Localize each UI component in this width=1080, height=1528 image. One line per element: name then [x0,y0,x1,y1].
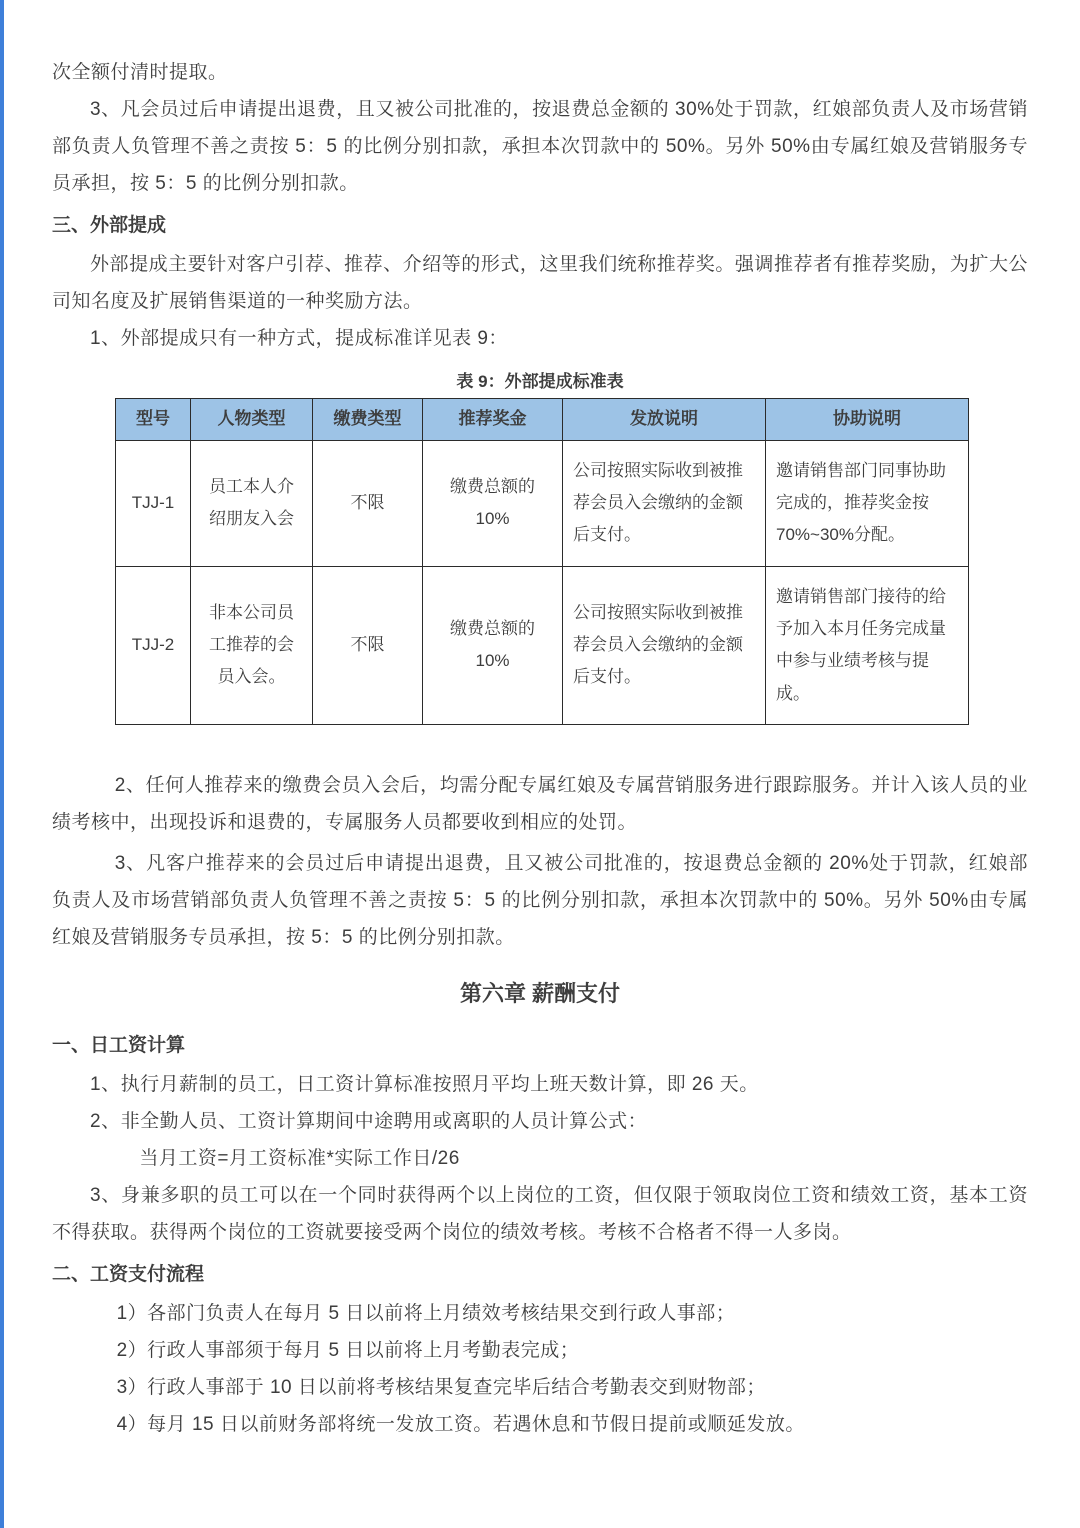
payment-step: 1）各部门负责人在每月 5 日以前将上月绩效考核结果交到行政人事部； [116,1302,736,1324]
chapter-title-salary-payment: 第六章 薪酬支付 [459,980,621,1006]
cell-person-type: 员工本人介绍朋友入会 [191,440,313,566]
refund-penalty-paragraph: 3、凡会员过后申请提出退费，且又被公司批准的，按退费总金额的 30%处于罚款，红娘部负责人及市场营销部负责人负管理不善之责按 5：5 的比例分别扣款，承担本次罚款中的 50%。另外 50%由专属红娘及营销服务专员承担，按 5：5 的比例分别扣款。 [52,99,1028,195]
page-edge-line [0,0,4,1528]
table-header-fee-type: 缴费类型 [313,399,423,440]
cell-payment-note: 公司按照实际收到被推荐会员入会缴纳的金额后支付。 [563,440,766,566]
external-commission-item-3: 3、凡客户推荐来的会员过后申请提出退费，且又被公司批准的，按退费总金额的 20%处于罚款，红娘部负责人及市场营销部负责人负管理不善之责按 5：5 的比例分别扣款，承担本次罚款中的 50%。另外 50%由专属红娘及营销服务专员承担，按 5：5 的比例分别扣款。 [52,852,1028,948]
monthly-wage-formula: 当月工资=月工资标准*实际工作日/26 [139,1147,460,1169]
table-header-row [116,399,969,440]
cell-fee-type: 不限 [313,440,423,566]
cell-bonus: 缴费总额的10% [423,440,563,566]
cell-model: TJJ-1 [116,440,191,566]
payment-process-steps [52,1295,1028,1443]
external-commission-table [115,398,969,724]
cell-assist-note: 邀请销售部门接待的给予加入本月任务完成量中参与业绩考核与提成。 [766,566,969,724]
payment-step: 3）行政人事部于 10 日以前将考核结果复查完毕后结合考勤表交到财物部； [116,1377,766,1399]
carryover-paragraph: 次全额付清时提取。 [52,62,228,83]
section-heading-daily-wage: 一、日工资计算 [52,1034,186,1056]
table-header-bonus: 推荐奖金 [423,399,563,440]
external-commission-intro: 外部提成主要针对客户引荐、推荐、介绍等的形式，这里我们统称推荐奖。强调推荐者有推荐奖励，为扩大公司知名度及扩展销售渠道的一种奖励方法。 [52,254,1028,313]
external-commission-item-1: 1、外部提成只有一种方式，提成标准详见表 9： [90,328,508,350]
cell-person-type: 非本公司员工推荐的会员入会。 [191,566,313,724]
table-row [116,566,969,724]
section-heading-external-commission: 三、外部提成 [52,215,167,237]
payment-step: 4）每月 15 日以前财务部将统一发放工资。若遇休息和节假日提前或顺延发放。 [116,1414,805,1436]
cell-bonus: 缴费总额的10% [423,566,563,724]
daily-wage-item-3: 3、身兼多职的员工可以在一个同时获得两个以上岗位的工资，但仅限于领取岗位工资和绩效工资，基本工资不得获取。获得两个岗位的工资就要接受两个岗位的绩效考核。考核不合格者不得一人多岗。 [52,1184,1028,1243]
table-header-model: 型号 [116,399,191,440]
section-heading-payment-process: 二、工资支付流程 [52,1263,205,1285]
table-header-person-type: 人物类型 [191,399,313,440]
cell-model: TJJ-2 [116,566,191,724]
external-commission-item-2: 2、任何人推荐来的缴费会员入会后，均需分配专属红娘及专属营销服务进行跟踪服务。并计入该人员的业绩考核中，出现投诉和退费的，专属服务人员都要收到相应的处罚。 [52,774,1028,833]
table-caption: 表 9：外部提成标准表 [456,372,624,392]
table-row [116,440,969,566]
daily-wage-item-2: 2、非全勤人员、工资计算期间中途聘用或离职的人员计算公式： [90,1110,648,1132]
cell-fee-type: 不限 [313,566,423,724]
cell-payment-note: 公司按照实际收到被推荐会员入会缴纳的金额后支付。 [563,566,766,724]
table-header-payment-note: 发放说明 [563,399,766,440]
table-header-assist-note: 协助说明 [766,399,969,440]
payment-step: 2）行政人事部须于每月 5 日以前将上月考勤表完成； [116,1340,580,1362]
cell-assist-note: 邀请销售部门同事协助完成的，推荐奖金按70%~30%分配。 [766,440,969,566]
daily-wage-item-1: 1、执行月薪制的员工，日工资计算标准按照月平均上班天数计算，即 26 天。 [90,1073,759,1095]
